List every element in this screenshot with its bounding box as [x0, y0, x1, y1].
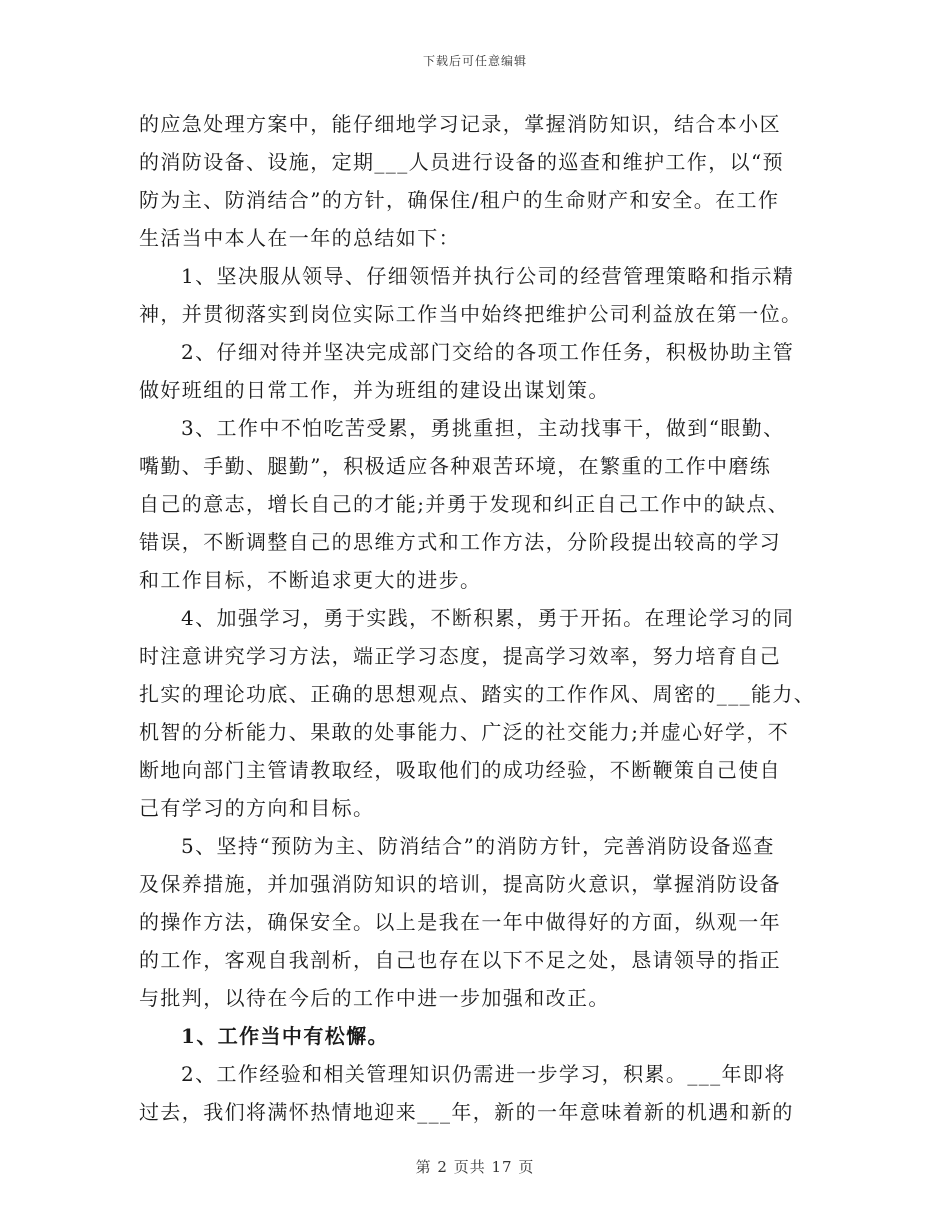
paragraph-line: 过去，我们将满怀热情地迎来___年，新的一年意味着新的机遇和新的 — [139, 1100, 794, 1124]
paragraph-line: 2、仔细对待并坚决完成部门交给的各项工作任务，积极协助主管 — [181, 340, 795, 364]
paragraph-line: 的应急处理方案中，能仔细地学习记录，掌握消防知识，结合本小区 — [139, 112, 781, 136]
paragraph-line: 和工作目标，不断追求更大的进步。 — [139, 568, 482, 592]
paragraph-line: 自己的意志，增长自己的才能;并勇于发现和纠正自己工作中的缺点、 — [139, 492, 790, 516]
section-heading: 1、工作当中有松懈。 — [181, 1024, 389, 1048]
paragraph-line: 己有学习的方向和目标。 — [139, 796, 375, 820]
paragraph-line: 与批判，以待在今后的工作中进一步加强和改正。 — [139, 986, 610, 1010]
paragraph-line: 扎实的理论功底、正确的思想观点、踏实的工作作风、周密的___能力、 — [139, 682, 816, 706]
paragraph-line: 的工作，客观自我剖析，自己也存在以下不足之处，恳请领导的指正 — [139, 948, 781, 972]
paragraph-line: 时注意讲究学习方法，端正学习态度，提高学习效率，努力培育自己 — [139, 644, 781, 668]
document-body — [139, 105, 829, 1131]
paragraph-line: 的操作方法，确保安全。以上是我在一年中做得好的方面，纵观一年 — [139, 910, 781, 934]
paragraph-line: 1、坚决服从领导、仔细领悟并执行公司的经营管理策略和指示精 — [181, 264, 795, 288]
paragraph-line: 做好班组的日常工作，并为班组的建设出谋划策。 — [139, 378, 610, 402]
page-footer: 第 2 页共 17 页 — [415, 1158, 535, 1176]
paragraph-line: 断地向部门主管请教取经，吸取他们的成功经验，不断鞭策自己使自 — [139, 758, 781, 782]
paragraph-line: 嘴勤、手勤、腿勤”，积极适应各种艰苦环境，在繁重的工作中磨练 — [139, 454, 772, 478]
paragraph-line: 机智的分析能力、果敢的处事能力、广泛的社交能力;并虚心好学，不 — [139, 720, 790, 744]
paragraph-line: 2、工作经验和相关管理知识仍需进一步学习，积累。___年即将 — [181, 1062, 786, 1086]
paragraph-line: 生活当中本人在一年的总结如下： — [139, 226, 460, 250]
page-header: 下载后可任意编辑 — [422, 54, 527, 68]
paragraph-line: 5、坚持“预防为主、防消结合”的消防方针，完善消防设备巡查 — [181, 834, 775, 858]
paragraph-line: 神，并贯彻落实到岗位实际工作当中始终把维护公司利益放在第一位。 — [139, 302, 803, 326]
paragraph-line: 及保养措施，并加强消防知识的培训，提高防火意识，掌握消防设备 — [139, 872, 781, 896]
paragraph-line: 3、工作中不怕吃苦受累，勇挑重担，主动找事干，做到“眼勤、 — [181, 416, 785, 440]
paragraph-line: 错误，不断调整自己的思维方式和工作方法，分阶段提出较高的学习 — [139, 530, 781, 554]
paragraph-line: 4、加强学习，勇于实践，不断积累，勇于开拓。在理论学习的同 — [181, 606, 795, 630]
paragraph-line: 防为主、防消结合”的方针，确保住/租户的生命财产和安全。在工作 — [139, 188, 780, 212]
paragraph-line: 的消防设备、设施，定期___人员进行设备的巡查和维护工作，以“预 — [139, 150, 785, 174]
